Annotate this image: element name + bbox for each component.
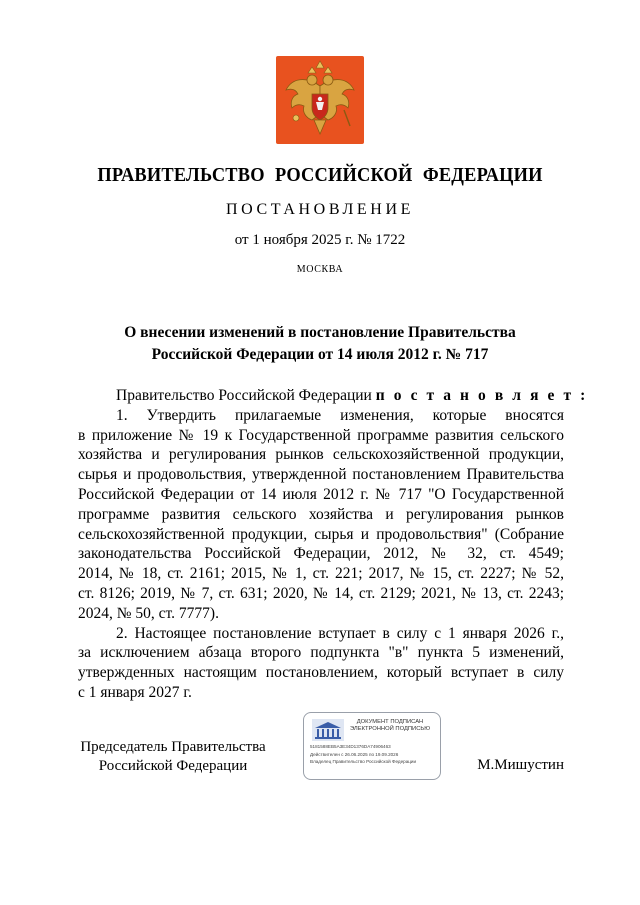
stamp-title-line-1: ДОКУМЕНТ ПОДПИСАН — [356, 719, 424, 725]
paragraph-2-line: за исключением абзаца второго подпункта "в" пункта 5 изменений, — [78, 644, 564, 662]
paragraph-1-line: законодательства Российской Федерации, 2012, № 32, ст. 4549; — [78, 545, 564, 563]
intro-paragraph — [78, 386, 588, 406]
paragraph-1-line: Российской Федерации от 14 июля 2012 г. № 717 "О Государственной — [78, 485, 564, 503]
paragraph-1-line: 2024, № 50, ст. 7777). — [78, 604, 219, 622]
paragraph-1-line: ст. 8126; 2019, № 7, ст. 631; 2020, № 14, ст. 2129; 2021, № 13, ст. 2243; — [78, 584, 564, 602]
government-building-icon — [312, 719, 344, 741]
paragraph-1-line: программе развития сельского хозяйства и регулирования рынков — [78, 505, 564, 523]
intro-prefix: Правительство Российской Федерации — [116, 387, 372, 404]
stamp-certificate-number: 5181588EB5A3E34D1376DA74906463 — [310, 744, 391, 749]
stamp-validity: Действителен с 26.06.2025 по 19.09.2026 — [310, 752, 399, 757]
electronic-signature-stamp — [303, 712, 441, 780]
paragraph-1 — [78, 406, 564, 624]
document-city: МОСКВА — [296, 264, 344, 275]
stamp-title-line-2: ЭЛЕКТРОННОЙ ПОДПИСЬЮ — [349, 726, 431, 732]
paragraph-1-line: сырья и продовольствия, утвержденной постановлением Правительства — [78, 466, 564, 484]
document-subject — [0, 322, 640, 366]
subject-line-2: Российской Федерации от 14 июля 2012 г. № 717 — [151, 346, 489, 363]
paragraph-1-line: в приложение № 19 к Государственной программе развития сельского — [78, 426, 564, 444]
document-date-number: от 1 ноября 2025 г. № 1722 — [234, 232, 406, 248]
paragraph-2-line: с 1 января 2027 г. — [78, 683, 192, 701]
paragraph-2-line: утвержденных настоящим постановлением, который вступает в силу — [78, 664, 564, 682]
paragraph-1-line: 2014, № 18, ст. 2161; 2015, № 1, ст. 221; 2017, № 15, ст. 2227; № 52, — [78, 565, 564, 583]
paragraph-2-line: 2. Настоящее постановление вступает в силу с 1 января 2026 г., — [116, 624, 564, 642]
stamp-owner: Владелец Правительство Российской Федерации — [310, 759, 417, 764]
paragraph-1-line: 1. Утвердить прилагаемые изменения, которые вносятся — [116, 406, 564, 424]
signatory-name: М.Мишустин — [477, 757, 564, 773]
signatory-position-line-2: Российской Федерации — [98, 758, 248, 774]
government-title: ПРАВИТЕЛЬСТВО РОССИЙСКОЙ ФЕДЕРАЦИИ — [97, 164, 543, 186]
stamp-title — [344, 719, 436, 733]
document-type: ПОСТАНОВЛЕНИЕ — [226, 201, 414, 218]
signatory-position-line-1: Председатель Правительства — [80, 739, 266, 755]
subject-line-1: О внесении изменений в постановление Правительства — [124, 324, 516, 341]
paragraph-1-line: хозяйства и регулирования рынков сельскохозяйственной продукции, — [78, 446, 564, 464]
paragraph-2 — [78, 624, 564, 703]
signatory-position — [78, 738, 268, 776]
document-body — [78, 386, 588, 703]
paragraph-1-line: сельскохозяйственной продукции, сырья и продовольствия" (Собрание — [78, 525, 564, 543]
coat-of-arms-emblem — [276, 56, 364, 144]
intro-decree: п о с т а н о в л я е т : — [375, 387, 588, 404]
